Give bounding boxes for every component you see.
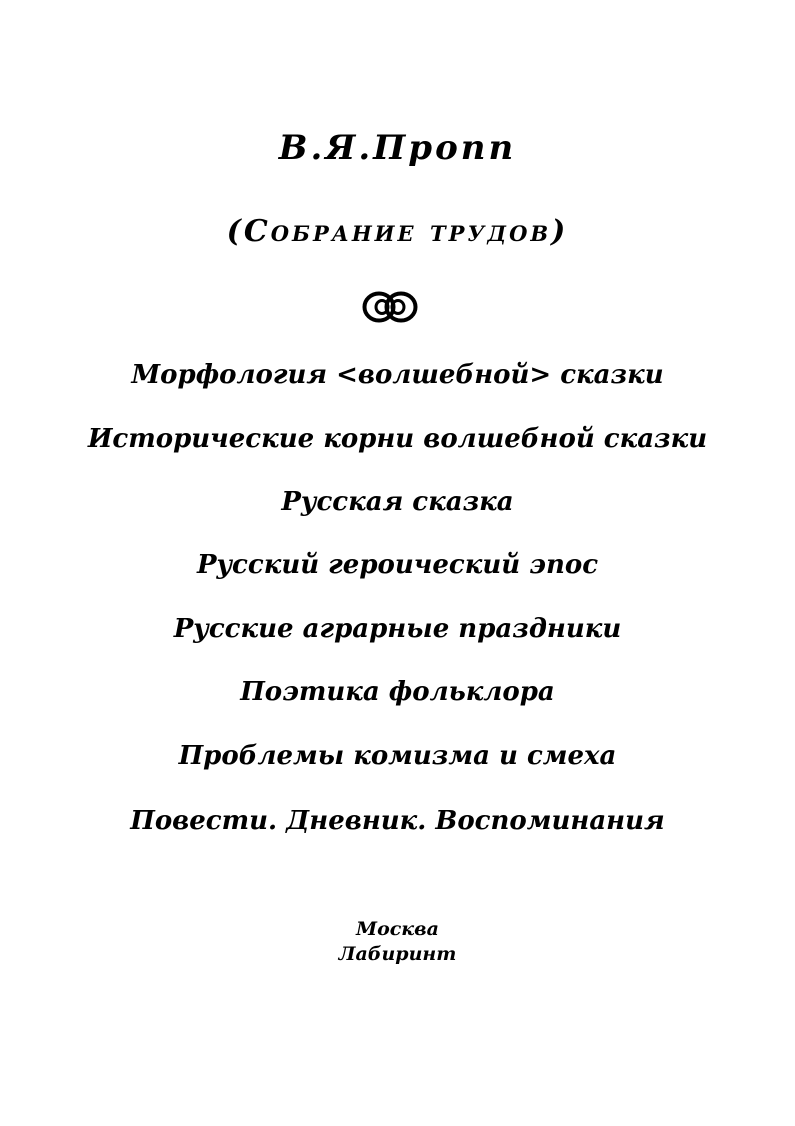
work-title-stories-diary: Повести. Дневник. Воспоминания xyxy=(130,806,665,836)
work-title-comic-laughter: Проблемы комизма и смеха xyxy=(178,741,617,771)
work-title-folklore-poetics: Поэтика фольклора xyxy=(240,677,555,707)
work-title-russian-tale: Русская сказка xyxy=(281,487,514,517)
work-title-morphology: Морфология <волшебной> сказки xyxy=(131,360,664,390)
author-name: В.Я.Пропп xyxy=(278,128,517,168)
imprint-city: Москва xyxy=(356,918,439,940)
labyrinth-logo-icon xyxy=(362,290,418,324)
work-title-agrarian-holidays: Русские аграрные праздники xyxy=(173,614,622,644)
work-title-historical-roots: Исторические корни волшебной сказки xyxy=(87,424,708,454)
collection-title: (Собрание трудов) xyxy=(226,214,569,249)
work-title-heroic-epic: Русский героический эпос xyxy=(196,550,599,580)
imprint-publisher: Лабиринт xyxy=(338,943,457,965)
